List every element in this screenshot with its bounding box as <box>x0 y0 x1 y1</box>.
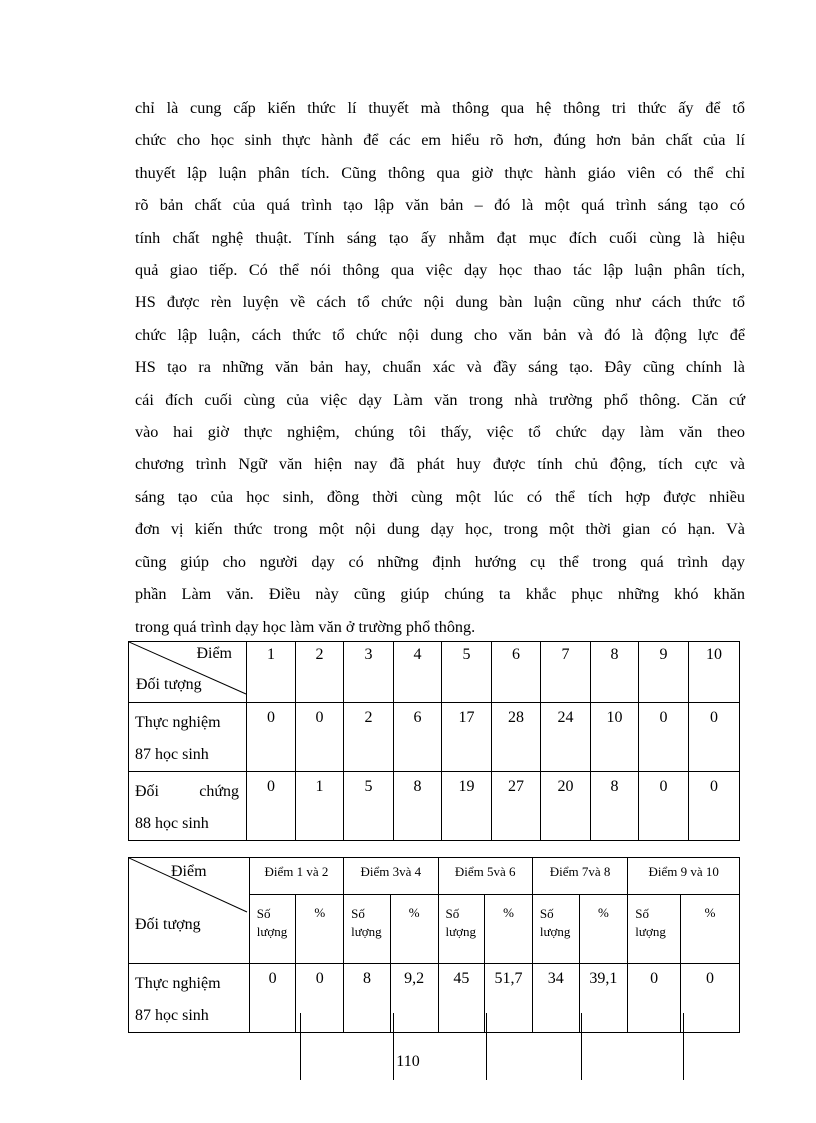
corner-subject-label: Đối tượng <box>136 676 202 693</box>
paragraph-line: HS tạo ra những văn bản hay, chuẩn xác và đầy sáng tạo. Đây cũng chính là <box>135 358 745 377</box>
percent-subheader: % <box>390 895 438 964</box>
paragraph-line: chức lập luận, cách thức tổ chức nội dung cho văn bản và đó là động lực để <box>135 325 745 344</box>
table-cell: 17 <box>442 703 492 772</box>
table-cell: 0 <box>247 772 296 841</box>
score-header: 1 <box>247 642 296 703</box>
row-label <box>129 772 247 841</box>
score-header: 6 <box>492 642 541 703</box>
paragraph-line: cái đích cuối cùng của việc dạy Làm văn trong nhà trường phổ thông. Căn cứ <box>135 390 745 409</box>
row-label-line2: 88 học sinh <box>135 815 209 832</box>
percent-subheader: % <box>296 895 344 964</box>
table-cell: 0 <box>296 964 344 1033</box>
score-header: 4 <box>394 642 442 703</box>
count-subheader-line2: lượng <box>539 924 571 939</box>
row-label-line2: 87 học sinh <box>135 746 209 763</box>
table-cell: 8 <box>344 964 391 1033</box>
table-cell: 1 <box>296 772 344 841</box>
count-subheader-line1: Số <box>445 906 460 921</box>
count-subheader <box>344 895 391 964</box>
row-label-word: Đối <box>135 783 159 800</box>
score-header: 3 <box>344 642 394 703</box>
table-cell: 8 <box>394 772 442 841</box>
score-group-header: Điểm 1 và 2 <box>249 858 343 895</box>
paragraph-line: đơn vị kiến thức trong một nội dung dạy học, trong một thời gian có hạn. Và <box>135 520 745 539</box>
table-cell: 0 <box>689 772 740 841</box>
paragraph-line: quả giao tiếp. Có thể nói thông qua việc dạy học thao tác lập luận phân tích, <box>135 261 745 280</box>
row-label-line1 <box>135 776 239 808</box>
row-label-line1: Thực nghiệm <box>135 714 221 731</box>
table-cell: 19 <box>442 772 492 841</box>
score-header: 8 <box>591 642 639 703</box>
row-label <box>129 964 250 1033</box>
row-label-line1: Thực nghiệm <box>135 975 221 992</box>
table-cell: 0 <box>689 703 740 772</box>
count-subheader-line2: lượng <box>256 924 288 939</box>
corner-subject-label: Đối tượng <box>135 916 201 933</box>
count-subheader-line1: Số <box>351 906 365 921</box>
percent-subheader: % <box>485 895 533 964</box>
corner-score-label: Điểm <box>196 645 232 662</box>
percent-subheader: % <box>579 895 628 964</box>
score-header: 9 <box>639 642 689 703</box>
count-subheader-line2: lượng <box>351 924 382 939</box>
row-label-word: chứng <box>199 783 239 800</box>
table-cell: 24 <box>541 703 591 772</box>
table-cell: 0 <box>639 772 689 841</box>
paragraph-line: rõ bản chất của quá trình tạo lập văn bản – đó là một quá trình sáng tạo có <box>135 196 745 215</box>
count-subheader <box>628 895 681 964</box>
page-number: 110 <box>396 1053 420 1070</box>
table-row <box>129 772 740 841</box>
paragraph-line: phần Làm văn. Điều này cũng giúp chúng ta khắc phục những khó khăn <box>135 585 745 604</box>
paragraph-line: HS được rèn luyện về cách tổ chức nội dung bàn luận cũng như cách thức tổ <box>135 293 745 312</box>
table1-corner-cell <box>129 642 247 703</box>
score-distribution-table <box>128 641 740 841</box>
score-header: 5 <box>442 642 492 703</box>
count-subheader <box>438 895 485 964</box>
table-cell: 51,7 <box>485 964 533 1033</box>
paragraph-line: tính chất nghệ thuật. Tính sáng tạo ấy nhằm đạt mục đích cuối cùng là hiệu <box>135 228 745 247</box>
table-cell: 10 <box>591 703 639 772</box>
table-cell: 0 <box>247 703 296 772</box>
paragraph-line: sáng tạo của học sinh, đồng thời cùng một lúc có thể tích hợp được nhiều <box>135 487 745 506</box>
paragraph-line: cũng giúp cho người dạy có những định hướng cụ thể trong quá trình dạy <box>135 552 745 571</box>
table-cell: 20 <box>541 772 591 841</box>
table-cell: 9,2 <box>390 964 438 1033</box>
table2-corner-cell <box>129 858 250 964</box>
score-group-header: Điểm 3và 4 <box>344 858 438 895</box>
table-cell: 5 <box>344 772 394 841</box>
score-header: 7 <box>541 642 591 703</box>
count-subheader-line2: lượng <box>445 924 477 939</box>
table-cell: 0 <box>249 964 296 1033</box>
paragraph-line: chức cho học sinh thực hành để các em hiểu rõ hơn, đúng hơn bản chất của lí <box>135 131 745 150</box>
table-cell: 39,1 <box>579 964 628 1033</box>
table-cell: 27 <box>492 772 541 841</box>
table-row <box>129 964 740 1033</box>
row-label-line2: 87 học sinh <box>135 1007 209 1024</box>
table-cell: 45 <box>438 964 485 1033</box>
table-cell: 34 <box>532 964 579 1033</box>
score-group-header: Điểm 9 và 10 <box>628 858 740 895</box>
paragraph-line: thuyết lập luận phân tích. Cũng thông qua giờ thực hành giáo viên có thể chỉ <box>135 163 745 182</box>
table-cell: 8 <box>591 772 639 841</box>
percent-subheader: % <box>681 895 740 964</box>
score-group-table <box>128 857 740 1033</box>
paragraph-line: chương trình Ngữ văn hiện nay đã phát huy được tính chủ động, tích cực và <box>135 455 745 474</box>
table-cell: 2 <box>344 703 394 772</box>
count-subheader-line1: Số <box>539 906 554 921</box>
count-subheader-line1: Số <box>635 906 650 921</box>
paragraph-line: chỉ là cung cấp kiến thức lí thuyết mà thông qua hệ thông tri thức ấy để tổ <box>135 99 745 117</box>
table-cell: 0 <box>639 703 689 772</box>
score-group-header: Điểm 7và 8 <box>532 858 627 895</box>
count-subheader <box>249 895 296 964</box>
count-subheader-line1: Số <box>256 906 271 921</box>
table-cell: 0 <box>681 964 740 1033</box>
table-cell: 28 <box>492 703 541 772</box>
table-cell: 0 <box>628 964 681 1033</box>
count-subheader <box>532 895 579 964</box>
table-row <box>129 703 740 772</box>
score-group-header: Điểm 5và 6 <box>438 858 532 895</box>
table-cell: 6 <box>394 703 442 772</box>
score-header: 2 <box>296 642 344 703</box>
paragraph-line: trong quá trình dạy học làm văn ở trường phổ thông. <box>135 617 476 636</box>
score-header: 10 <box>689 642 740 703</box>
body-paragraph <box>135 92 745 643</box>
paragraph-line: vào hai giờ thực nghiệm, chúng tôi thấy, việc tổ chức dạy làm văn theo <box>135 423 745 442</box>
corner-score-label: Điểm <box>171 863 207 880</box>
table-cell: 0 <box>296 703 344 772</box>
row-label <box>129 703 247 772</box>
count-subheader-line2: lượng <box>635 924 666 939</box>
